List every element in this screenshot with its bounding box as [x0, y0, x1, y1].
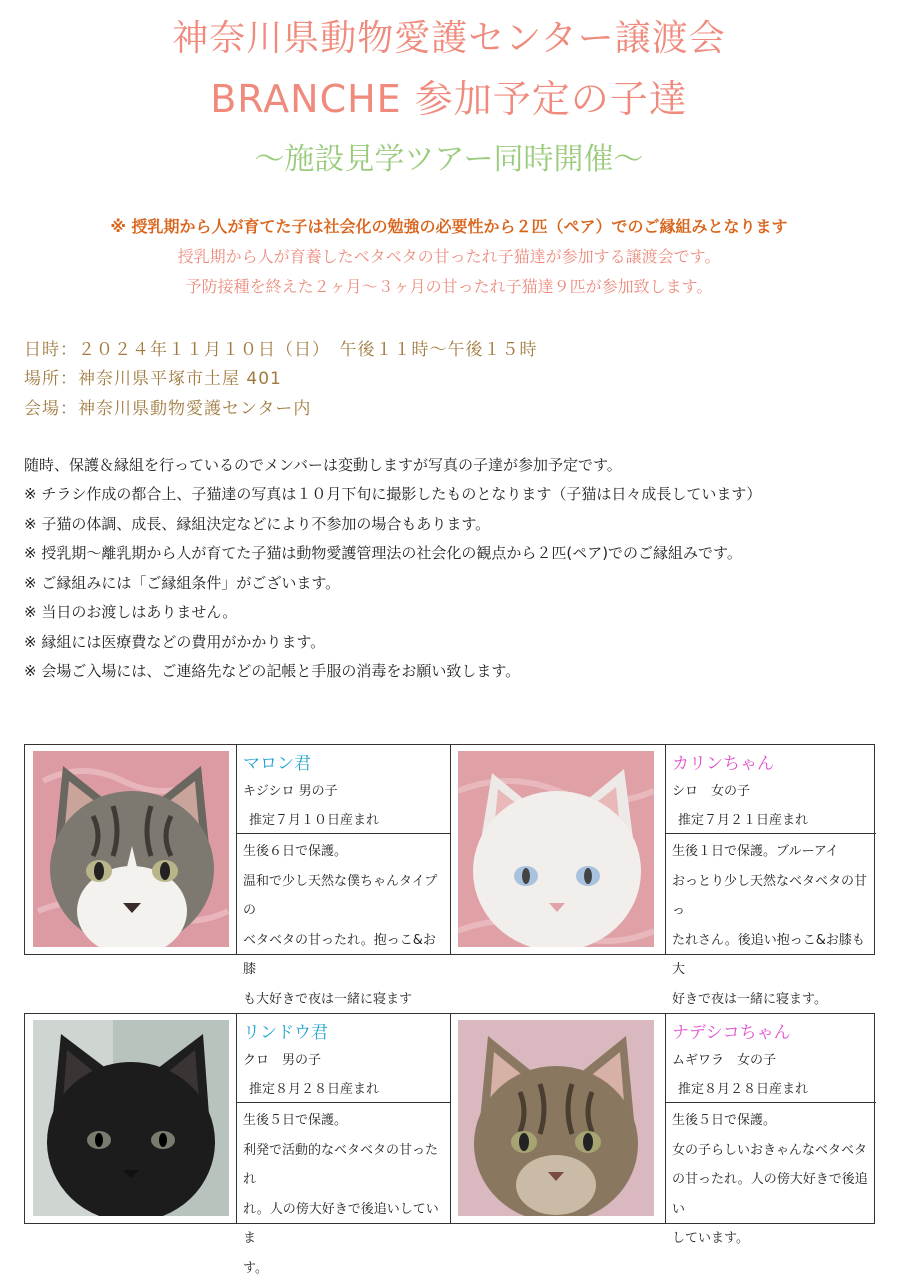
desc-line: の甘ったれ。人の傍大好きで後追い	[672, 1165, 872, 1224]
cat-birth: 推定７月２１日産まれ	[678, 809, 808, 828]
cat-coat-sex: クロ 男の子	[243, 1049, 321, 1068]
page-title-line2: BRANCHE 参加予定の子達	[0, 68, 898, 123]
cell-divider	[666, 1102, 876, 1103]
desc-line: 生後６日で保護。	[243, 837, 446, 867]
cell-divider	[666, 833, 876, 834]
cell-divider	[237, 1102, 450, 1103]
rule-item: ※ チラシ作成の都合上、子猫達の写真は１０月下旬に撮影したものとなります（子猫は日々成長しています）	[24, 483, 761, 504]
cat-photo-karin	[458, 751, 654, 947]
cat-table-row-1	[24, 744, 875, 955]
desc-line: 生後１日で保護。ブルーアイ	[672, 837, 872, 867]
desc-line: 利発で活動的なベタベタの甘ったれ	[243, 1136, 446, 1195]
desc-line: おっとり少し天然なベタベタの甘っ	[672, 867, 872, 926]
cat-coat-sex: ムギワラ 女の子	[672, 1049, 776, 1068]
desc-line: 生後５日で保護。	[243, 1106, 446, 1136]
event-venue: 会場：神奈川県動物愛護センター内	[24, 394, 311, 419]
desc-line: 女の子らしいおきゃんなベタベタ	[672, 1136, 872, 1166]
cat-name: マロン君	[243, 749, 311, 774]
event-place: 場所：神奈川県平塚市土屋 401	[24, 364, 282, 389]
desc-line: 温和で少し天然な僕ちゃんタイプの	[243, 867, 446, 926]
cat-birth: 推定８月２８日産まれ	[249, 1078, 379, 1097]
cat-description	[672, 837, 872, 1014]
cat-photo-nadeshiko	[458, 1020, 654, 1216]
rule-item: ※ ご縁組みには「ご縁組条件」がございます。	[24, 572, 340, 593]
cat-info-karin	[665, 745, 876, 954]
pair-adoption-notice: ※ 授乳期から人が育てた子は社会化の勉強の必要性から２匹（ペア）でのご縁組みとなります	[0, 214, 898, 237]
desc-line: 好きで夜は一緒に寝ます。	[672, 985, 872, 1015]
event-datetime: 日時：２０２４年１１月１０日（日） 午後１１時～午後１５時	[24, 335, 538, 360]
cat-coat-sex: キジシロ 男の子	[243, 780, 338, 799]
desc-line: 生後５日で保護。	[672, 1106, 872, 1136]
desc-line: たれさん。後追い抱っこ&お膝も大	[672, 926, 872, 985]
cat-info-rindou	[236, 1014, 450, 1223]
cat-table-row-2	[24, 1013, 875, 1224]
rule-item: 随時、保護＆縁組を行っているのでメンバーは変動しますが写真の子達が参加予定です。	[24, 454, 622, 475]
page-title-line1: 神奈川県動物愛護センター譲渡会	[0, 10, 898, 61]
desc-line: れ。人の傍大好きで後追いしていま	[243, 1195, 446, 1254]
desc-line: も大好きで夜は一緒に寝ます	[243, 985, 446, 1015]
cat-description	[672, 1106, 872, 1254]
cat-photo-rindou	[33, 1020, 229, 1216]
notice-line-2: 予防接種を終えた２ヶ月～３ヶ月の甘ったれ子猫達９匹が参加致します。	[0, 274, 898, 297]
cat-name: リンドウ君	[243, 1018, 328, 1043]
rule-item: ※ 子猫の体調、成長、縁組決定などにより不参加の場合もあります。	[24, 513, 490, 534]
cat-coat-sex: シロ 女の子	[672, 780, 750, 799]
desc-line: しています。	[672, 1224, 872, 1254]
desc-line: す。	[243, 1254, 446, 1283]
cat-info-nadeshiko	[665, 1014, 876, 1223]
cat-birth: 推定７月１０日産まれ	[249, 809, 379, 828]
cat-name: カリンちゃん	[672, 749, 774, 774]
cat-info-maron	[236, 745, 450, 954]
notice-line-1: 授乳期から人が育養したベタベタの甘ったれ子猫達が参加する譲渡会です。	[0, 244, 898, 267]
column-divider	[450, 1014, 451, 1223]
cat-photo-maron	[33, 751, 229, 947]
rule-item: ※ 授乳期～離乳期から人が育てた子猫は動物愛護管理法の社会化の観点から２匹(ペア)でのご縁組みです。	[24, 542, 742, 563]
page-subtitle: ～施設見学ツアー同時開催～	[0, 134, 898, 178]
rule-item: ※ 当日のお渡しはありません。	[24, 601, 237, 622]
cell-divider	[237, 833, 450, 834]
cat-name: ナデシコちゃん	[672, 1018, 791, 1043]
rule-item: ※ 会場ご入場には、ご連絡先などの記帳と手服の消毒をお願い致します。	[24, 660, 520, 681]
desc-line: ベタベタの甘ったれ。抱っこ&お膝	[243, 926, 446, 985]
column-divider	[450, 745, 451, 954]
cat-birth: 推定８月２８日産まれ	[678, 1078, 808, 1097]
cat-description	[243, 1106, 446, 1283]
rule-item: ※ 縁組には医療費などの費用がかかります。	[24, 631, 325, 652]
cat-description	[243, 837, 446, 1014]
